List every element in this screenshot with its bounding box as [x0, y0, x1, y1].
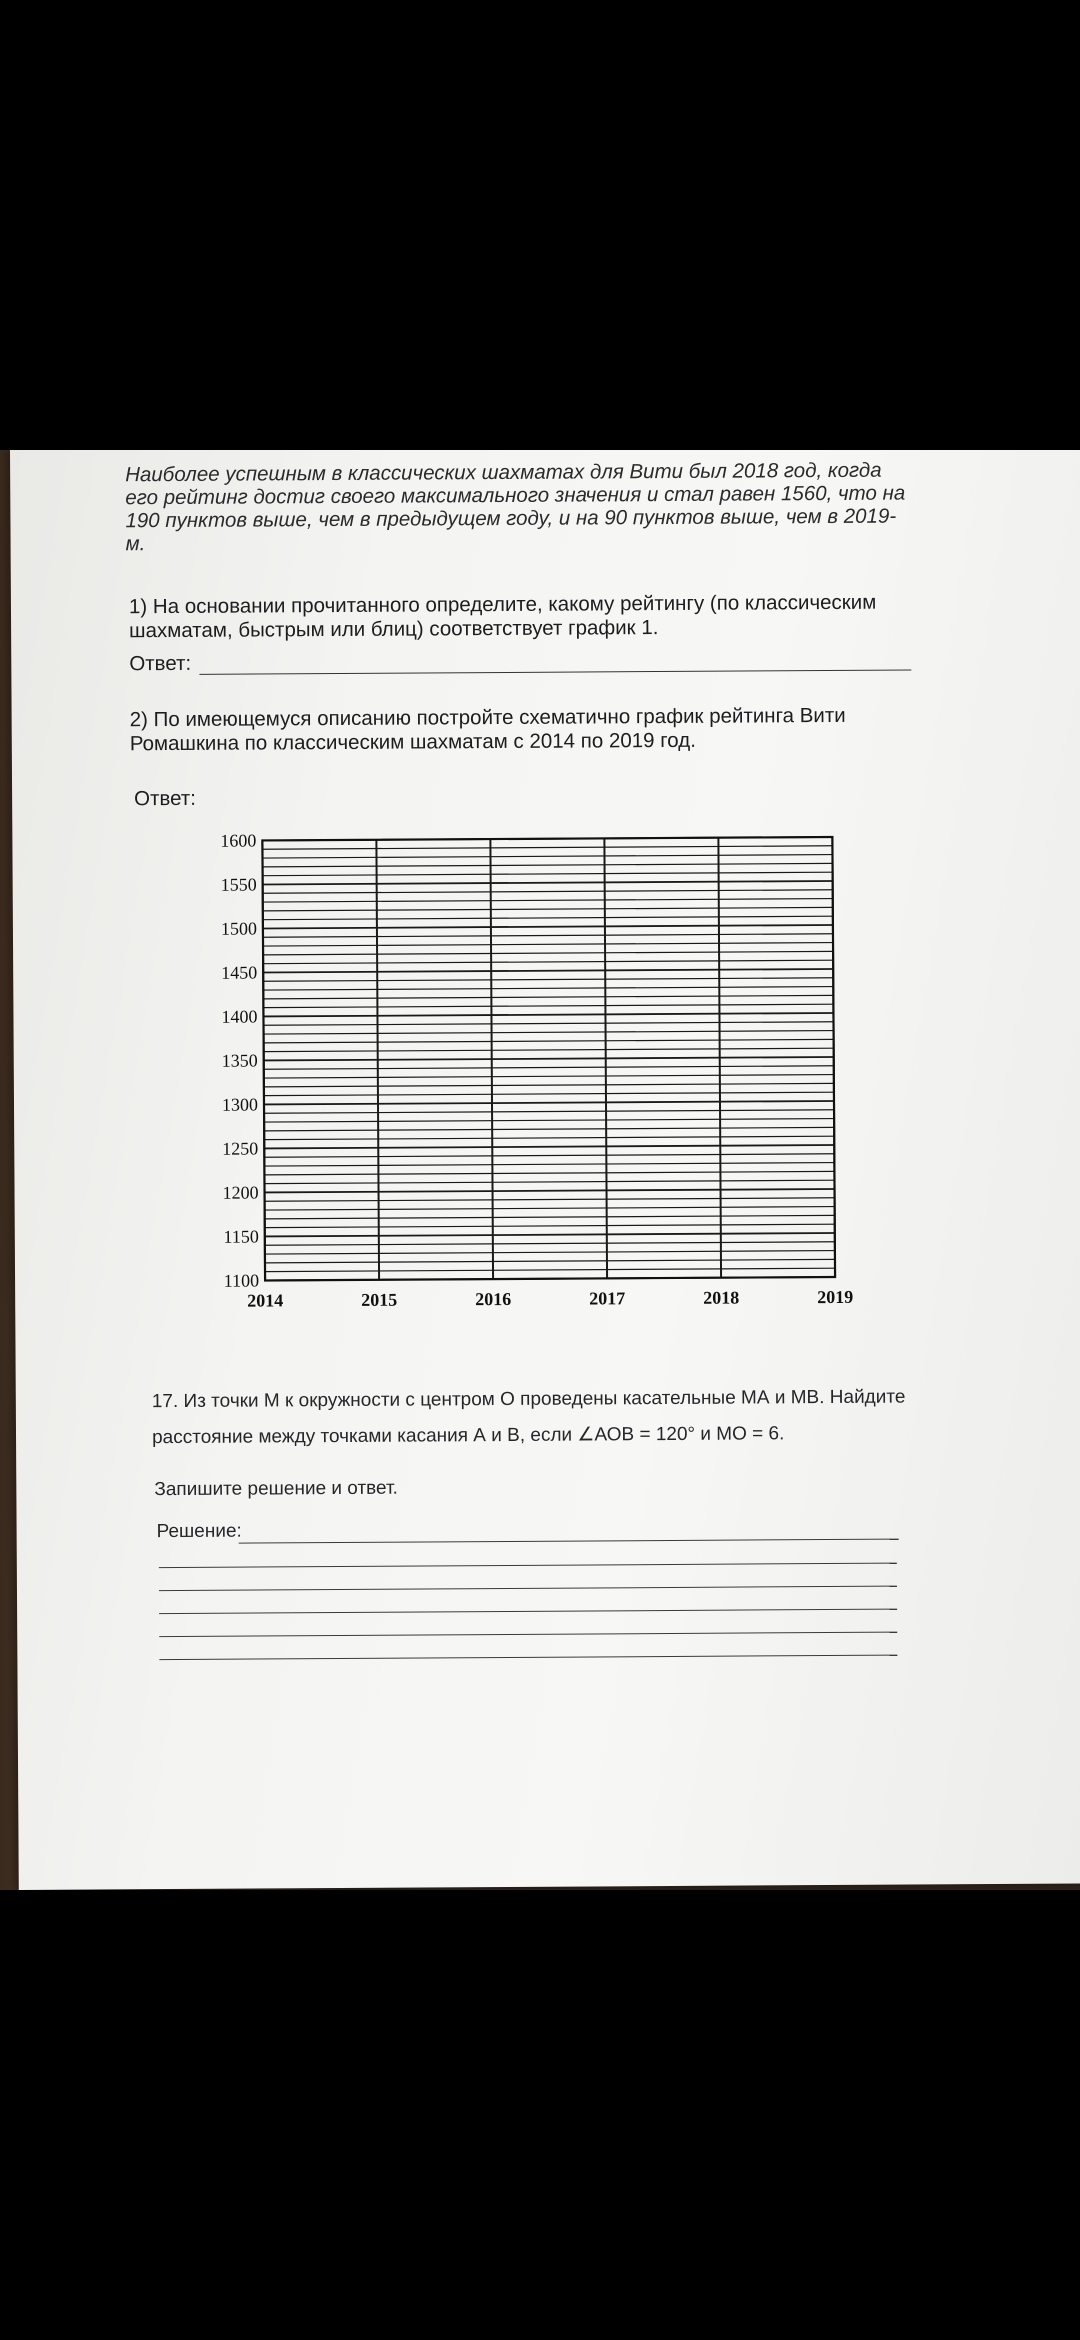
grid-line-horizontal — [265, 1259, 835, 1262]
grid-line-vertical — [718, 838, 721, 1278]
solution-line — [159, 1632, 897, 1638]
grid-line-horizontal — [263, 1013, 833, 1016]
bottom-black-area — [0, 1890, 1080, 2340]
grid-line-horizontal — [265, 1251, 835, 1254]
grid-line-horizontal — [263, 960, 833, 963]
grid-line-horizontal — [265, 1233, 835, 1236]
answer-2-label: Ответ: — [134, 786, 197, 811]
grid-line-horizontal — [264, 1092, 834, 1095]
grid-line-horizontal — [264, 1031, 834, 1034]
grid-line-horizontal — [264, 1136, 834, 1139]
answer-1-field — [129, 647, 919, 676]
question-17: 17. Из точки М к окружности с центром О проведены касательные МА и МВ. Найдите расстояние между точками касания А и В, если ∠АОВ = 120° и МО = 6. — [151, 1386, 906, 1449]
grid-line-vertical — [490, 839, 493, 1279]
y-tick-label: 1150 — [223, 1226, 259, 1247]
x-tick-label: 2015 — [361, 1289, 398, 1310]
grid-line-horizontal — [265, 1207, 835, 1210]
grid-line-horizontal — [264, 1163, 834, 1166]
y-tick-label: 1200 — [222, 1182, 259, 1203]
question-2: 2) По имеющемуся описанию постройте схематично график рейтинга Вити Ромашкина по классическим шахматам с 2014 по 2019 год. — [129, 703, 846, 756]
question-1: 1) На основании прочитанного определите, какому рейтингу (по классическим шахматам, быстрым или блиц) соответствует график 1. — [128, 590, 877, 643]
grid-line-horizontal — [263, 925, 833, 928]
grid-line-horizontal — [263, 881, 833, 884]
grid-line-horizontal — [263, 890, 833, 893]
grid-line-horizontal — [264, 1119, 834, 1122]
answer-1-label: Ответ: — [129, 651, 192, 676]
y-tick-label: 1550 — [220, 874, 257, 895]
grid-line-horizontal — [265, 1242, 835, 1245]
grid-line-horizontal — [264, 1066, 834, 1069]
grid-line-vertical — [604, 838, 607, 1278]
grid-line-horizontal — [263, 934, 833, 937]
grid-line-horizontal — [265, 1198, 835, 1201]
rating-grid-chart — [192, 815, 875, 1319]
solution-line — [239, 1539, 899, 1544]
y-tick-label: 1350 — [221, 1050, 258, 1071]
solution-line — [159, 1586, 897, 1592]
photo-background — [0, 450, 1080, 1890]
grid-line-horizontal — [263, 916, 833, 919]
grid-line-horizontal — [264, 1039, 834, 1042]
grid-line-horizontal — [264, 1057, 834, 1060]
grid-line-horizontal — [265, 1215, 835, 1218]
grid-line-vertical — [376, 840, 379, 1280]
x-tick-label: 2019 — [817, 1286, 854, 1308]
worksheet-page — [10, 450, 1080, 1890]
solution-line — [159, 1563, 897, 1569]
answer-1-line — [199, 669, 911, 674]
solution-line — [159, 1609, 897, 1615]
grid-line-horizontal — [264, 1110, 834, 1113]
grid-line-horizontal — [265, 1224, 835, 1227]
grid-line-horizontal — [264, 1048, 834, 1051]
grid-line-horizontal — [263, 987, 833, 990]
grid-line-horizontal — [264, 1145, 834, 1148]
x-tick-label: 2018 — [703, 1287, 740, 1308]
task-instruction: Запишите решение и ответ. — [154, 1477, 398, 1501]
grid-line-horizontal — [263, 969, 833, 972]
grid-line-horizontal — [265, 1268, 835, 1271]
grid-line-horizontal — [263, 995, 833, 998]
grid-line-horizontal — [265, 1189, 835, 1192]
grid-line-horizontal — [263, 899, 833, 902]
grid-line-horizontal — [264, 1154, 834, 1157]
solution-line — [159, 1655, 897, 1661]
grid-line-horizontal — [264, 1075, 834, 1078]
grid-line-horizontal — [263, 978, 833, 981]
grid-line-horizontal — [263, 951, 833, 954]
grid-line-horizontal — [263, 1004, 833, 1007]
grid-line-horizontal — [264, 1022, 834, 1025]
y-tick-label: 1100 — [223, 1270, 260, 1291]
x-tick-label: 2017 — [589, 1288, 626, 1309]
y-tick-label: 1600 — [220, 830, 257, 851]
y-tick-label: 1300 — [221, 1094, 259, 1115]
grid-line-horizontal — [263, 907, 833, 910]
x-tick-label: 2016 — [475, 1288, 512, 1310]
grid-line-horizontal — [263, 943, 833, 946]
solution-label: Решение: — [156, 1520, 242, 1543]
grid-line-horizontal — [264, 1127, 834, 1130]
grid-line-horizontal — [263, 863, 833, 866]
grid-line-horizontal — [262, 846, 832, 849]
y-tick-label: 1250 — [222, 1138, 259, 1159]
grid-line-horizontal — [264, 1171, 834, 1174]
chart-svg — [192, 815, 875, 1319]
grid-line-horizontal — [262, 855, 832, 858]
grid-line-horizontal — [264, 1180, 834, 1183]
y-tick-label: 1400 — [221, 1006, 258, 1027]
y-tick-label: 1450 — [221, 962, 258, 983]
grid-line-horizontal — [263, 872, 833, 875]
x-tick-label: 2014 — [247, 1290, 284, 1311]
grid-line-horizontal — [264, 1083, 834, 1086]
intro-text: Наиболее успешным в классических шахматах для Вити был 2018 год, когда его рейтинг достиг своего максимального значения и стал равен 1560, что на 190 пунктов выше, чем в предыдущем году, и на 90 пунктов выше, чем в 2019-м. — [125, 458, 906, 556]
y-tick-label: 1500 — [220, 918, 257, 939]
grid-line-horizontal — [264, 1101, 834, 1104]
